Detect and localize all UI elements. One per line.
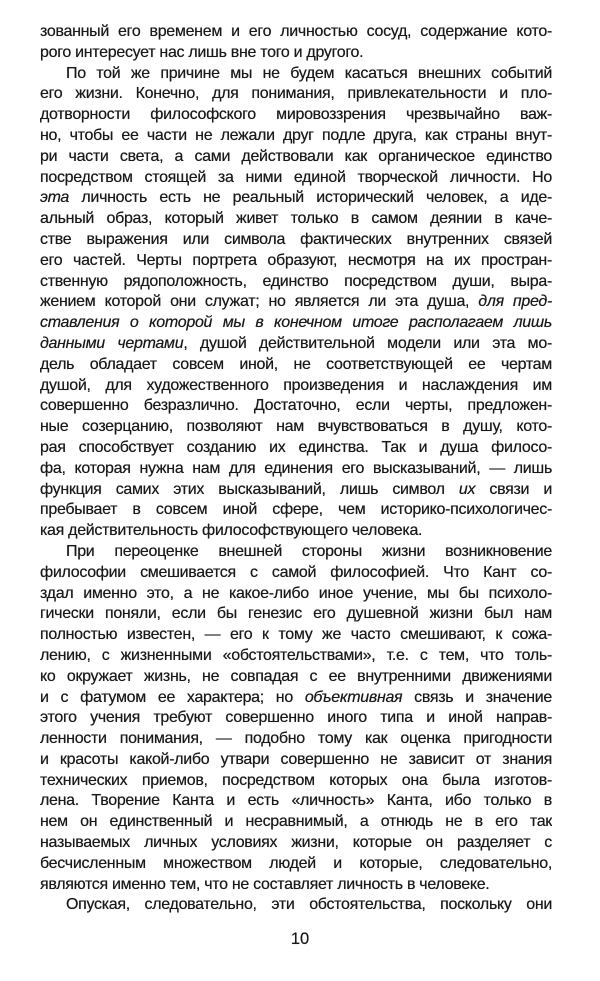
text-line: совершенно безразлично. Достаточно, если черты, предложен-: [40, 397, 552, 415]
text-line: этого учения требуют совершенно иного типа и иной направ-: [40, 709, 552, 727]
text-line: жением которой они служат; но является ли эта душа, для пред-: [40, 293, 552, 311]
text-line: полностью известен, — его к тому же часто смешивают, к сожа-: [40, 626, 552, 644]
page-text: [40, 22, 552, 916]
italic-text: объективная: [304, 688, 403, 706]
text-line: данными чертами, душой действительной модели или эта мо-: [40, 334, 552, 352]
text-line: называемых личных условиях жизни, которые он разделяет с: [40, 834, 552, 852]
text-line: альный образ, который живет только в самом деянии в каче-: [40, 210, 552, 228]
text-line: По той же причине мы не будем касаться внешних событий: [66, 64, 552, 82]
text-line: лена. Творение Канта и есть «личность» Канта, ибо только в: [40, 792, 552, 810]
text-line: При переоценке внешней стороны жизни возникновение: [66, 542, 552, 560]
text-line: лению, с жизненными «обстоятельствами», т.е. с тем, что толь-: [40, 646, 552, 664]
text-line: стве выражения или символа фактических внутренних связей: [40, 230, 552, 248]
text-line: являются именно тем, что не составляет личность в человеке.: [40, 875, 490, 893]
page-number: 10: [290, 930, 310, 948]
text-line: ленности понимания, — подобно тому как оценка пригодности: [40, 730, 552, 748]
italic-text: данными чертами: [40, 334, 184, 352]
text-line: и красоты какой-либо утвари совершенно не зависит от знания: [40, 750, 552, 768]
text-line: Опуская, следовательно, эти обстоятельства, поскольку они: [66, 896, 552, 914]
text-line: дотворности философского мировоззрения чрезвычайно важ-: [40, 106, 552, 124]
italic-text: ставления о которой мы в конечном итоге располагаем лишь: [40, 314, 552, 332]
text-line: дель обладает совсем иной, не соответствующей ее чертам: [40, 355, 552, 373]
text-line: гически поняли, если бы генезис его душевной жизни был нам: [40, 605, 552, 623]
text-line: кая действительность философствующего человека.: [40, 522, 423, 540]
paragraph: [40, 895, 552, 916]
text-line: ко окружает жизнь, не совпадая с ее внутренними движениями: [40, 667, 552, 685]
text-line: зованный его временем и его личностью сосуд, содержание кото-: [40, 23, 552, 40]
text-line: функция самих этих высказываний, лишь символ их связи и: [40, 480, 552, 498]
text-line: ные созерцанию, позволяют нам вчувствоваться в душу, кото-: [40, 418, 552, 436]
italic-text: эта: [40, 189, 70, 207]
text-line: рая способствует созданию их единства. Так и душа филосо-: [40, 438, 552, 456]
text-line: эта личность есть не реальный исторический человек, а иде-: [40, 189, 552, 207]
paragraph: [40, 22, 552, 64]
text-line: нем он единственный и несравнимый, а отнюдь не в его так: [40, 813, 552, 831]
text-line: его частей. Черты портрета образуют, несмотря на их простран-: [40, 251, 552, 269]
paragraph: [40, 64, 552, 542]
text-line: ственную рядоположность, единство посредством души, выра-: [40, 272, 552, 290]
text-line: философии смешивается с самой философией. Что Кант со-: [40, 563, 552, 581]
text-line: но, чтобы ее части не лежали друг подле друга, как страны внут-: [40, 126, 552, 144]
text-line: бесчисленным множеством людей и которые, следовательно,: [40, 854, 552, 872]
text-line: пребывает в совсем иной сфере, чем историко-психологичес-: [40, 501, 552, 519]
text-line: его жизни. Конечно, для понимания, привлекательности и пло-: [40, 85, 552, 103]
text-line: ри части света, а сами действовали как органическое единство: [40, 147, 552, 165]
text-line: технических приемов, посредством которых она была изготов-: [40, 771, 552, 789]
text-line: и с фатумом ее характера; но объективная связь и значение: [40, 688, 552, 706]
text-line: посредством стоящей за ними единой творческой личности. Но: [40, 168, 552, 186]
text-line: фа, которая нужна нам для единения его высказываний, — лишь: [40, 459, 552, 477]
italic-text: для пред-: [478, 293, 552, 311]
text-line: рого интересует нас лишь вне того и другого.: [40, 43, 364, 61]
italic-text: их: [458, 480, 476, 498]
text-line: здал именно это, а не какое-либо иное учение, мы бы психоло-: [40, 584, 552, 602]
text-line: [40, 313, 552, 334]
text-line: душой, для художественного произведения и наслаждения им: [40, 376, 552, 394]
paragraph: [40, 542, 552, 896]
